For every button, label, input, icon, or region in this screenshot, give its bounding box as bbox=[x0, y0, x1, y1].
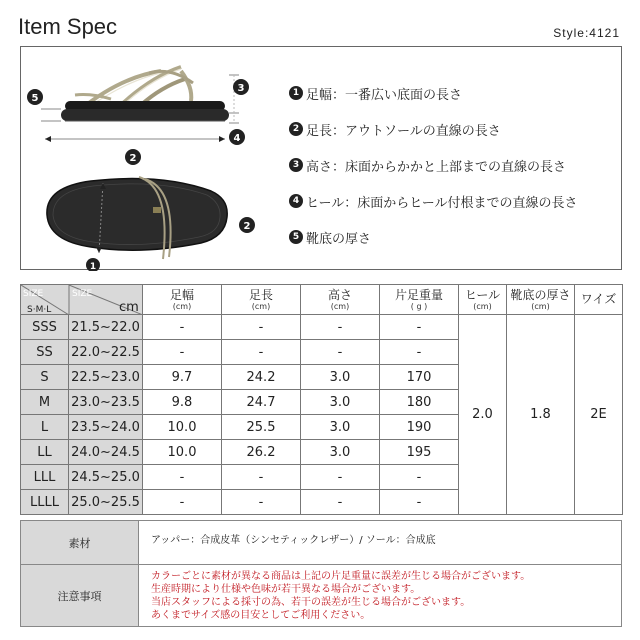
number-badge: 3 bbox=[289, 158, 303, 172]
notes-text bbox=[139, 565, 622, 627]
size-spec-table bbox=[20, 284, 623, 515]
material-label: 素材 bbox=[21, 521, 139, 565]
heel-value: 2.0 bbox=[459, 315, 507, 515]
description-text: ヒール：床面からヒール付根までの直線の長さ bbox=[306, 195, 578, 211]
size-range: 22.5~23.0 bbox=[69, 365, 143, 390]
table-row bbox=[21, 315, 623, 340]
number-badge: 5 bbox=[289, 230, 303, 244]
corner-sml-label: S·M·L bbox=[27, 305, 52, 315]
weight-value: - bbox=[380, 340, 459, 365]
height-value: 3.0 bbox=[301, 440, 380, 465]
height-value: - bbox=[301, 315, 380, 340]
size-range: 25.0~25.5 bbox=[69, 490, 143, 515]
length-value: 24.7 bbox=[222, 390, 301, 415]
size-label: L bbox=[21, 415, 69, 440]
column-header-length: 足長 (cm) bbox=[222, 285, 301, 315]
note-line: カラーごとに素材が異なる商品は上記の片足重量に誤差が生じる場合がございます。 bbox=[151, 570, 531, 582]
description-item bbox=[289, 75, 619, 111]
weight-value: 190 bbox=[380, 415, 459, 440]
product-info-table bbox=[20, 520, 622, 627]
column-header-sole: 靴底の厚さ (cm) bbox=[507, 285, 575, 315]
weight-value: 180 bbox=[380, 390, 459, 415]
size-label: LL bbox=[21, 440, 69, 465]
column-header-weight: 片足重量 ( g ) bbox=[380, 285, 459, 315]
width-value: 10.0 bbox=[143, 415, 222, 440]
size-range: 23.5~24.0 bbox=[69, 415, 143, 440]
size-range: 21.5~22.0 bbox=[69, 315, 143, 340]
width-value: 10.0 bbox=[143, 440, 222, 465]
description-item bbox=[289, 147, 619, 183]
sole-value: 1.8 bbox=[507, 315, 575, 515]
weight-value: 195 bbox=[380, 440, 459, 465]
description-item bbox=[289, 111, 619, 147]
measurement-panel bbox=[20, 46, 622, 270]
sandal-sole-view bbox=[47, 177, 227, 259]
height-value: 3.0 bbox=[301, 365, 380, 390]
height-value: 3.0 bbox=[301, 415, 380, 440]
length-value: - bbox=[222, 340, 301, 365]
width-value: 9.8 bbox=[143, 390, 222, 415]
size-range: 24.5~25.0 bbox=[69, 465, 143, 490]
description-text: 靴底の厚さ bbox=[306, 231, 372, 247]
length-value: 25.5 bbox=[222, 415, 301, 440]
marker-3: 3 bbox=[237, 83, 245, 94]
column-header-heel: ヒール (cm) bbox=[459, 285, 507, 315]
width-value: - bbox=[143, 340, 222, 365]
size-label: LLL bbox=[21, 465, 69, 490]
size-range: 24.0~24.5 bbox=[69, 440, 143, 465]
corner-cm-label: cm bbox=[119, 300, 139, 315]
size-range: 23.0~23.5 bbox=[69, 390, 143, 415]
weight-value: - bbox=[380, 315, 459, 340]
size-label: LLLL bbox=[21, 490, 69, 515]
weight-value: - bbox=[380, 465, 459, 490]
width-value: - bbox=[143, 315, 222, 340]
length-value: - bbox=[222, 465, 301, 490]
corner-size-label: SIZE bbox=[23, 289, 44, 299]
notes-row bbox=[21, 565, 622, 627]
marker-5: 5 bbox=[31, 93, 39, 104]
description-text: 足幅：一番広い底面の長さ bbox=[306, 87, 463, 103]
note-line: 当店スタッフによる採寸の為、若干の誤差が生じる場合がございます。 bbox=[151, 596, 471, 608]
length-value: - bbox=[222, 490, 301, 515]
description-item bbox=[289, 183, 619, 219]
note-line: 生産時期により仕様や色味が若干異なる場合がございます。 bbox=[151, 583, 421, 595]
measurement-descriptions bbox=[289, 75, 619, 255]
marker-2: 2 bbox=[129, 153, 137, 164]
number-badge: 1 bbox=[289, 86, 303, 100]
height-value: - bbox=[301, 490, 380, 515]
length-value: 26.2 bbox=[222, 440, 301, 465]
badge-1: 1 bbox=[89, 262, 97, 271]
length-value: - bbox=[222, 315, 301, 340]
column-header-wise: ワイズ bbox=[575, 285, 623, 315]
weight-value: 170 bbox=[380, 365, 459, 390]
description-item bbox=[289, 219, 619, 255]
notes-label: 注意事項 bbox=[21, 565, 139, 627]
sandal-side-view bbox=[61, 67, 229, 121]
size-label: M bbox=[21, 390, 69, 415]
table-corner-header bbox=[21, 285, 143, 315]
length-value: 24.2 bbox=[222, 365, 301, 390]
description-text: 足長：アウトソールの直線の長さ bbox=[306, 123, 501, 139]
width-value: - bbox=[143, 465, 222, 490]
material-text: アッパー：合成皮革（シンセティックレザー）/ ソール：合成底 bbox=[139, 521, 622, 565]
width-value: - bbox=[143, 490, 222, 515]
size-label: SSS bbox=[21, 315, 69, 340]
corner-size2-label: SIZE bbox=[72, 289, 93, 299]
page-title: Item Spec bbox=[18, 14, 118, 39]
marker-4: 4 bbox=[233, 133, 241, 144]
size-range: 22.0~22.5 bbox=[69, 340, 143, 365]
size-label: SS bbox=[21, 340, 69, 365]
number-badge: 2 bbox=[289, 122, 303, 136]
height-value: 3.0 bbox=[301, 390, 380, 415]
badge-2: 2 bbox=[243, 221, 251, 232]
width-value: 9.7 bbox=[143, 365, 222, 390]
sandal-diagram bbox=[21, 47, 283, 271]
style-code: Style:4121 bbox=[553, 26, 620, 40]
height-value: - bbox=[301, 465, 380, 490]
height-value: - bbox=[301, 340, 380, 365]
note-line: あくまでサイズ感の目安としてご利用ください。 bbox=[151, 609, 371, 621]
weight-value: - bbox=[380, 490, 459, 515]
description-text: 高さ：床面からかかと上部までの直線の長さ bbox=[306, 159, 567, 175]
column-header-height: 高さ (cm) bbox=[301, 285, 380, 315]
wise-value: 2E bbox=[575, 315, 623, 515]
material-row bbox=[21, 521, 622, 565]
size-label: S bbox=[21, 365, 69, 390]
column-header-width: 足幅 (cm) bbox=[143, 285, 222, 315]
number-badge: 4 bbox=[289, 194, 303, 208]
